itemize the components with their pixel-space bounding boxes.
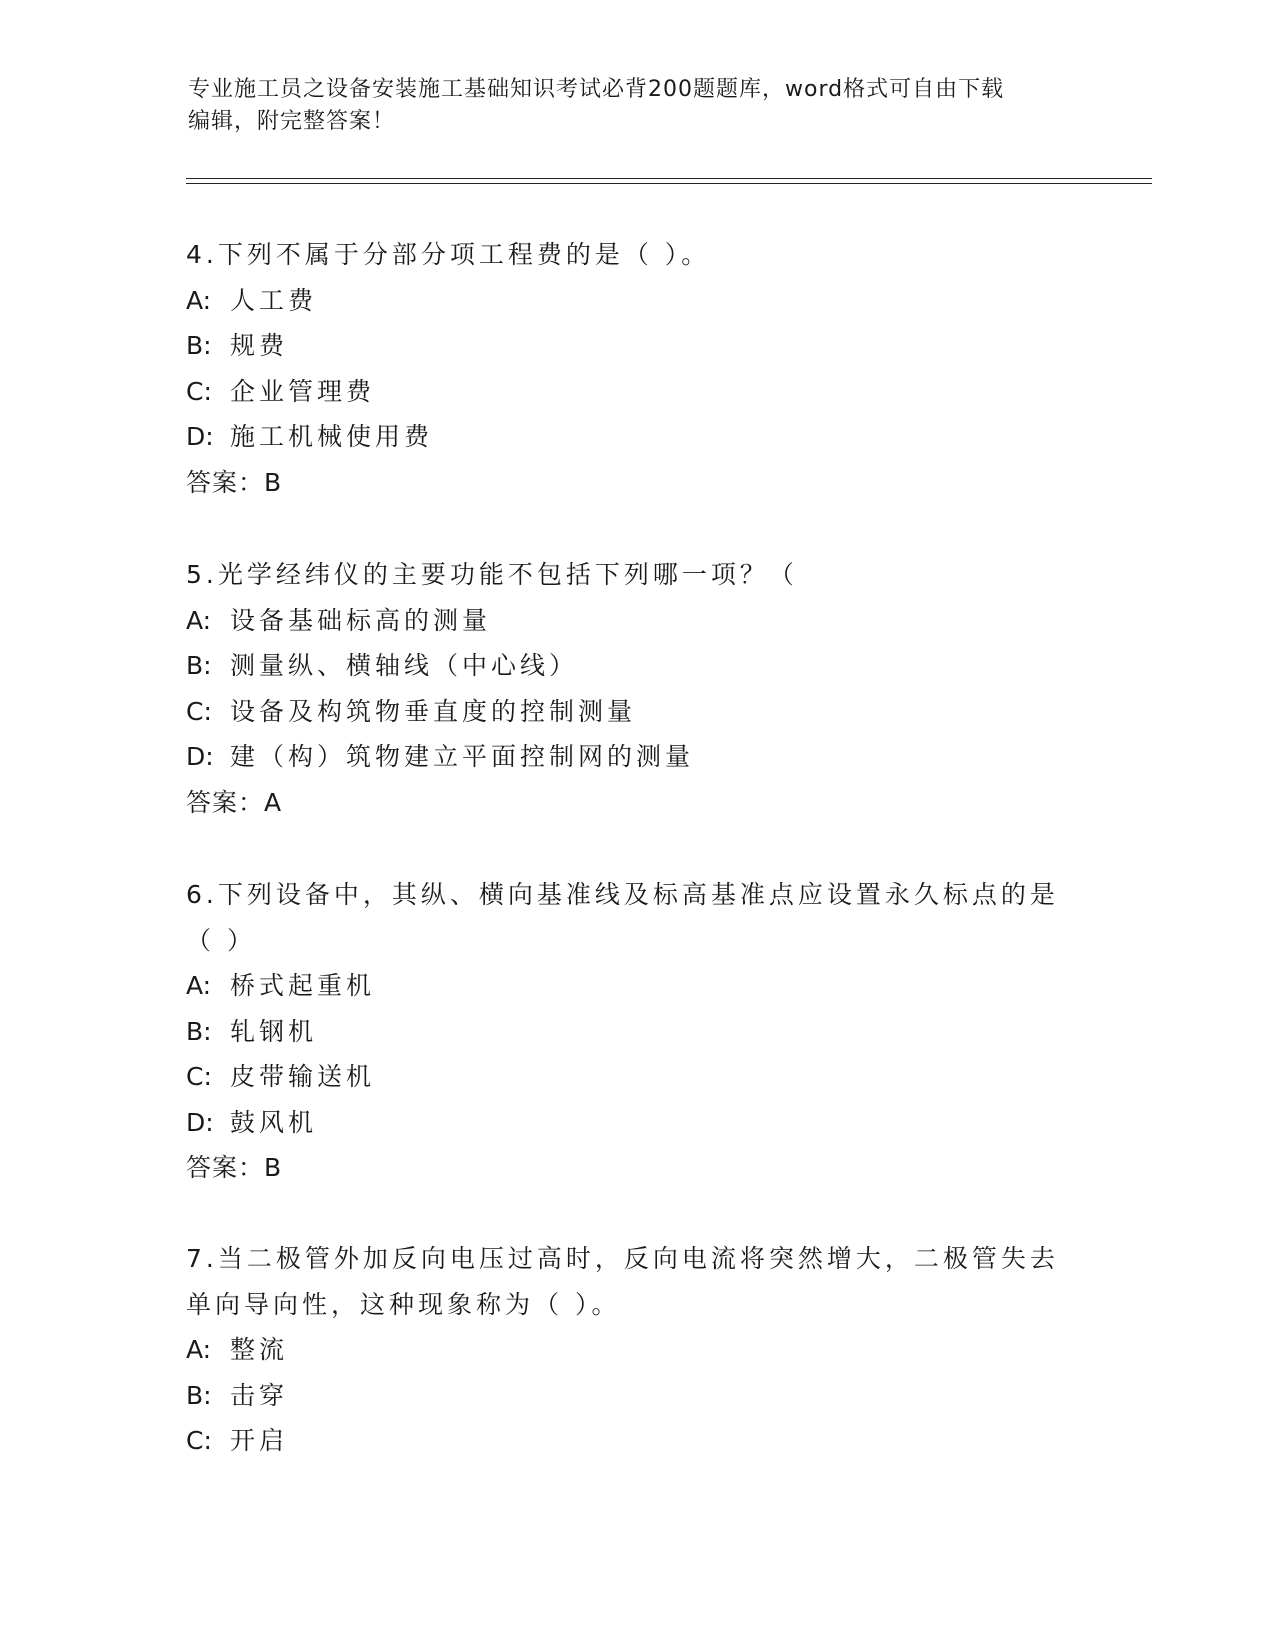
option-c bbox=[186, 689, 1066, 735]
option-letter: A: bbox=[186, 605, 212, 635]
option-text: 设备基础标高的测量 bbox=[230, 605, 492, 635]
option-text: 开启 bbox=[230, 1426, 289, 1455]
option-b bbox=[186, 1009, 1066, 1055]
question-stem-continued: （ ） bbox=[186, 925, 256, 955]
question-stem: 6.下列设备中，其纵、横向基准线及标高基准点应设置永久标点的是 bbox=[186, 880, 1059, 909]
question-stem-continued: 单向导向性，这种现象称为（ ）。 bbox=[186, 1289, 621, 1319]
option-letter: C: bbox=[186, 376, 212, 406]
option-text: 整流 bbox=[230, 1335, 289, 1364]
option-text: 鼓风机 bbox=[230, 1107, 318, 1137]
header-line-2: 编辑，附完整答案！ bbox=[188, 109, 396, 134]
option-c bbox=[186, 1054, 1066, 1100]
option-text: 建（构）筑物建立平面控制网的测量 bbox=[230, 742, 695, 771]
option-text: 测量纵、横轴线（中心线） bbox=[230, 651, 579, 680]
option-a bbox=[186, 1327, 1066, 1373]
option-letter: A: bbox=[186, 971, 212, 1000]
answer-line: 答案：B bbox=[186, 1153, 283, 1182]
question-6 bbox=[186, 872, 1066, 1191]
option-c bbox=[186, 1418, 1066, 1464]
option-text: 轧钢机 bbox=[230, 1016, 318, 1046]
option-a bbox=[186, 278, 1066, 324]
option-b bbox=[186, 643, 1066, 689]
option-letter: C: bbox=[186, 1062, 212, 1091]
question-4 bbox=[186, 232, 1066, 505]
answer-line: 答案：A bbox=[186, 787, 283, 817]
option-b bbox=[186, 1373, 1066, 1419]
option-letter: D: bbox=[186, 1107, 214, 1137]
option-letter: B: bbox=[186, 651, 212, 680]
option-a bbox=[186, 598, 1066, 644]
option-letter: D: bbox=[186, 422, 214, 451]
option-d bbox=[186, 1100, 1066, 1146]
option-text: 施工机械使用费 bbox=[230, 422, 434, 451]
document-header bbox=[188, 74, 1068, 138]
option-text: 企业管理费 bbox=[230, 376, 376, 406]
header-divider-top bbox=[186, 178, 1152, 179]
question-stem: 7.当二极管外加反向电压过高时，反向电流将突然增大，二极管失去 bbox=[186, 1244, 1059, 1273]
option-letter: B: bbox=[186, 331, 212, 360]
question-5 bbox=[186, 552, 1066, 825]
header-divider-bottom bbox=[186, 183, 1152, 184]
option-text: 人工费 bbox=[230, 285, 318, 315]
option-letter: B: bbox=[186, 1016, 212, 1046]
header-line-1: 专业施工员之设备安装施工基础知识考试必背200题题库，word格式可自由下载 bbox=[188, 77, 1005, 102]
option-text: 皮带输送机 bbox=[230, 1062, 376, 1091]
option-d bbox=[186, 734, 1066, 780]
option-text: 规费 bbox=[230, 331, 289, 360]
option-letter: A: bbox=[186, 285, 212, 315]
question-stem: 4.下列不属于分部分项工程费的是（ ）。 bbox=[186, 240, 711, 269]
option-c bbox=[186, 369, 1066, 415]
option-text: 击穿 bbox=[230, 1380, 289, 1410]
option-letter: B: bbox=[186, 1380, 212, 1410]
option-text: 设备及构筑物垂直度的控制测量 bbox=[230, 696, 637, 726]
option-d bbox=[186, 414, 1066, 460]
option-a bbox=[186, 963, 1066, 1009]
answer-line: 答案：B bbox=[186, 467, 283, 497]
question-stem: 5.光学经纬仪的主要功能不包括下列哪一项？（ bbox=[186, 560, 798, 589]
option-letter: C: bbox=[186, 696, 212, 726]
option-letter: D: bbox=[186, 742, 214, 771]
question-7 bbox=[186, 1236, 1066, 1464]
option-letter: C: bbox=[186, 1426, 212, 1455]
option-b bbox=[186, 323, 1066, 369]
option-letter: A: bbox=[186, 1335, 212, 1364]
option-text: 桥式起重机 bbox=[230, 971, 376, 1000]
